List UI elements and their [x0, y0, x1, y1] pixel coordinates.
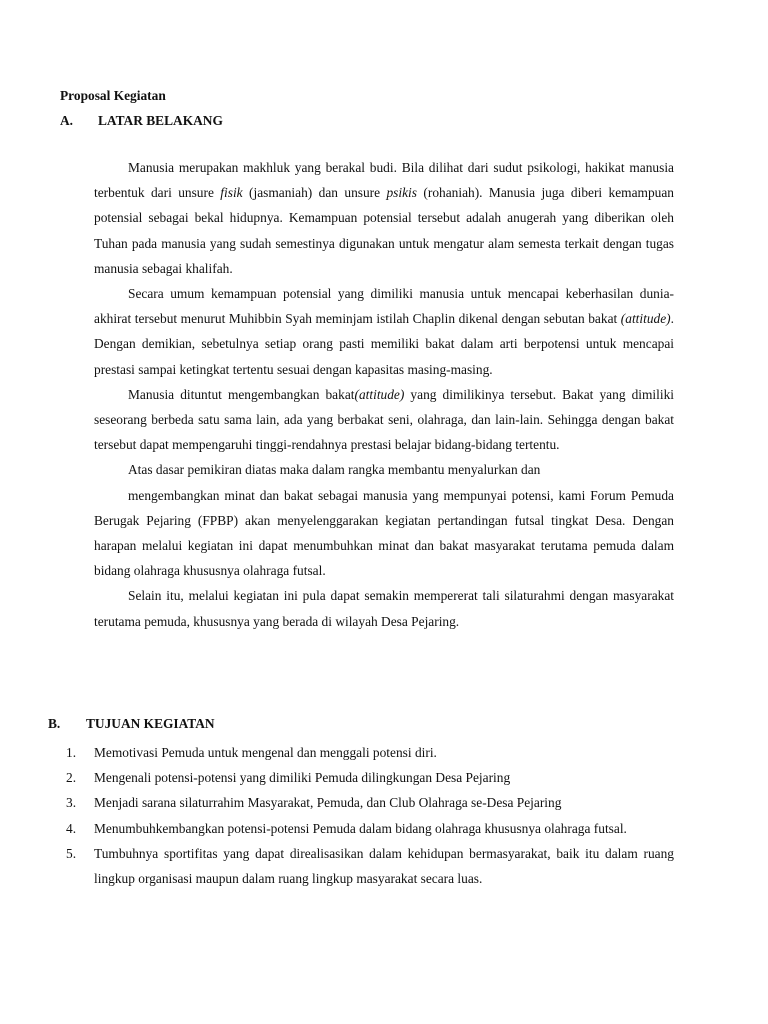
section-b-title: TUJUAN KEGIATAN	[86, 716, 215, 731]
list-item	[66, 740, 674, 765]
list-item-number: 4.	[66, 820, 77, 836]
paragraph-1-text-3: (rohaniah). Manusia juga diberi kemampuan potensial sebagai bekal hidupnya. Kemampuan potensial tersebut adalah anugerah yang diberikan oleh Tuhan pada manusia yang sudah semestinya digunakan untuk mengatur alam semesta terkait dengan tugas manusia sebagai khalifah.	[94, 185, 674, 276]
paragraph-2-text-2: . Dengan demikian, sebetulnya setiap orang pasti memiliki bakat dalam arti berpotensi untuk mencapai prestasi sampai ketingkat tertentu sesuai dengan kapasitas masing-masing.	[94, 311, 674, 377]
list-item-text: Menumbuhkembangkan potensi-potensi Pemuda dalam bidang olahraga khususnya olahraga futsal.	[94, 820, 627, 836]
paragraph-6: Selain itu, melalui kegiatan ini pula dapat semakin mempererat tali silaturahmi dengan masyarakat terutama pemuda, khususnya yang berada di wilayah Desa Pejaring.	[94, 588, 674, 629]
paragraph-5: mengembangkan minat dan bakat sebagai manusia yang mempunyai potensi, kami Forum Pemuda Berugak Pejaring (FPBP) akan menyelenggarakan kegiatan pertandingan futsal tingkat Desa. Dengan harapan melalui kegiatan ini dapat menumbuhkan minat dan bakat masyarakat terutama pemuda dalam bidang olahraga khususnya olahraga futsal.	[94, 487, 674, 579]
list-item-number: 3.	[66, 795, 77, 811]
list-item-text: Mengenali potensi-potensi yang dimiliki Pemuda dilingkungan Desa Pejaring	[94, 770, 511, 786]
paragraph-1-italic-fisik: fisik	[220, 185, 243, 201]
list-item-text: Menjadi sarana silaturrahim Masyarakat, Pemuda, dan Club Olahraga se-Desa Pejaring	[94, 795, 562, 811]
section-b-heading	[48, 716, 215, 732]
list-item	[66, 841, 674, 891]
goals-list	[66, 740, 674, 891]
section-b-letter: B.	[48, 716, 61, 731]
paragraph-2-text-1: Secara umum kemampuan potensial yang dimiliki manusia untuk mencapai keberhasilan dunia-akhirat tersebut menurut Muhibbin Syah meminjam istilah Chaplin dikenal dengan sebutan bakat	[94, 286, 674, 327]
paragraph-1	[94, 155, 674, 281]
list-item	[66, 765, 674, 790]
paragraph-1-text-1: Manusia merupakan makhluk yang berakal budi. Bila dilihat dari sudut psikologi, hakikat manusia terbentuk dari unsure	[94, 160, 674, 201]
list-item-number: 5.	[66, 845, 77, 861]
list-item-text: Tumbuhnya sportifitas yang dapat direalisasikan dalam kehidupan bermasyarakat, baik itu dalam ruang lingkup organisasi maupun dalam ruang lingkup masyarakat secara luas.	[94, 845, 674, 887]
list-item	[66, 816, 674, 841]
paragraph-2-italic-attitude: (attitude)	[620, 311, 671, 327]
list-item	[66, 790, 674, 815]
paragraph-1-text-2: (jasmaniah) dan unsure	[242, 185, 387, 201]
section-a-title: LATAR BELAKANG	[98, 113, 223, 128]
background-section-body	[94, 155, 674, 634]
paragraph-4: Atas dasar pemikiran diatas maka dalam rangka membantu menyalurkan dan	[128, 462, 541, 478]
list-item-number: 1.	[66, 745, 77, 760]
paragraph-2	[94, 281, 674, 382]
paragraph-3-text-1: Manusia dituntut mengembangkan bakat	[128, 386, 355, 402]
list-item-text: Memotivasi Pemuda untuk mengenal dan menggali potensi diri.	[94, 745, 437, 760]
section-a-heading	[60, 113, 223, 129]
paragraph-3-text-2: yang dimilikinya tersebut. Bakat yang dimiliki seseorang berbeda satu sama lain, ada yang berbakat seni, olahraga, dan lain-lain. Sehingga dengan bakat tersebut dapat mempengaruhi tinggi-rendahnya prestasi belajar bidang-bidang tertentu.	[94, 386, 675, 453]
paragraph-3-italic-attitude: (attitude)	[354, 386, 405, 402]
paragraph-1-italic-psikis: psikis	[386, 185, 417, 201]
list-item-number: 2.	[66, 770, 77, 786]
section-a-letter: A.	[60, 113, 74, 128]
paragraph-3	[94, 382, 674, 458]
document-title: Proposal Kegiatan	[60, 88, 166, 103]
